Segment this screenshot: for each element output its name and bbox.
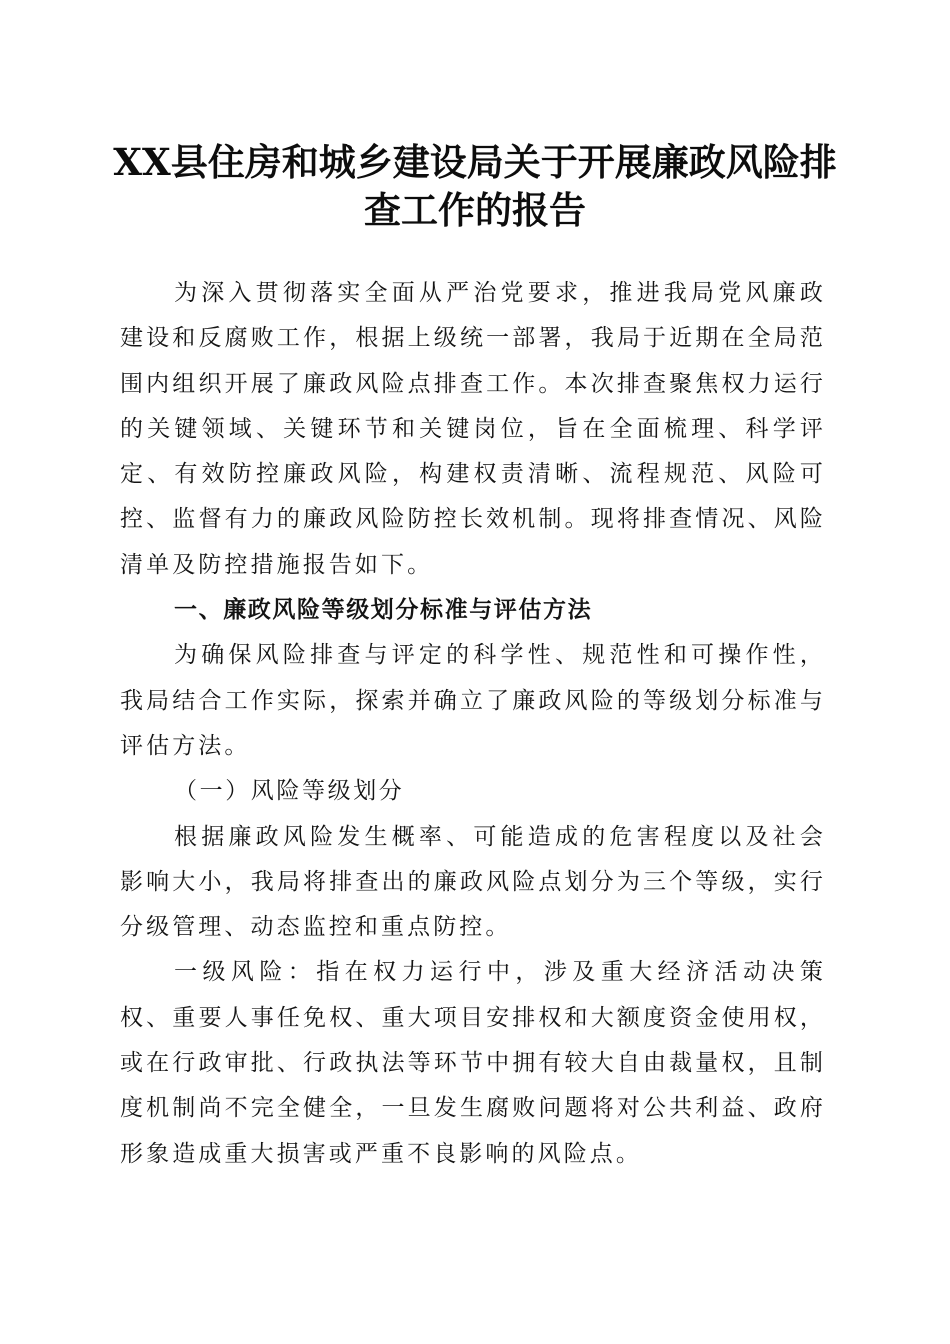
section-paragraph-risk-standards: 为确保风险排查与评定的科学性、规范性和可操作性，我局结合工作实际，探索并确立了廉政风险的等级划分标准与评估方法。 [120, 642, 826, 759]
document-title: XX县住房和城乡建设局关于开展廉政风险排查工作的报告 [113, 140, 837, 232]
subsection-paragraph-risk-levels: 根据廉政风险发生概率、可能造成的危害程度以及社会影响大小，我局将排查出的廉政风险点划分为三个等级，实行分级管理、动态监控和重点防控。 [120, 823, 826, 941]
document-body [120, 271, 826, 1177]
subsection-heading-risk-levels: （一）风险等级划分 [174, 778, 405, 805]
section-heading-risk-standards: 一、廉政风险等级划分标准与评估方法 [174, 597, 593, 624]
level-one-risk-paragraph: 一级风险：指在权力运行中，涉及重大经济活动决策权、重要人事任免权、重大项目安排权和大额度资金使用权，或在行政审批、行政执法等环节中拥有较大自由裁量权，且制度机制尚不完全健全，一旦发生腐败问题将对公共利益、政府形象造成重大损害或严重不良影响的风险点。 [120, 959, 826, 1167]
intro-paragraph: 为深入贯彻落实全面从严治党要求，推进我局党风廉政建设和反腐败工作，根据上级统一部署，我局于近期在全局范围内组织开展了廉政风险点排查工作。本次排查聚焦权力运行的关键领域、关键环节和关键岗位，旨在全面梳理、科学评定、有效防控廉政风险，构建权责清晰、流程规范、风险可控、监督有力的廉政风险防控长效机制。现将排查情况、风险清单及防控措施报告如下。 [120, 280, 826, 578]
